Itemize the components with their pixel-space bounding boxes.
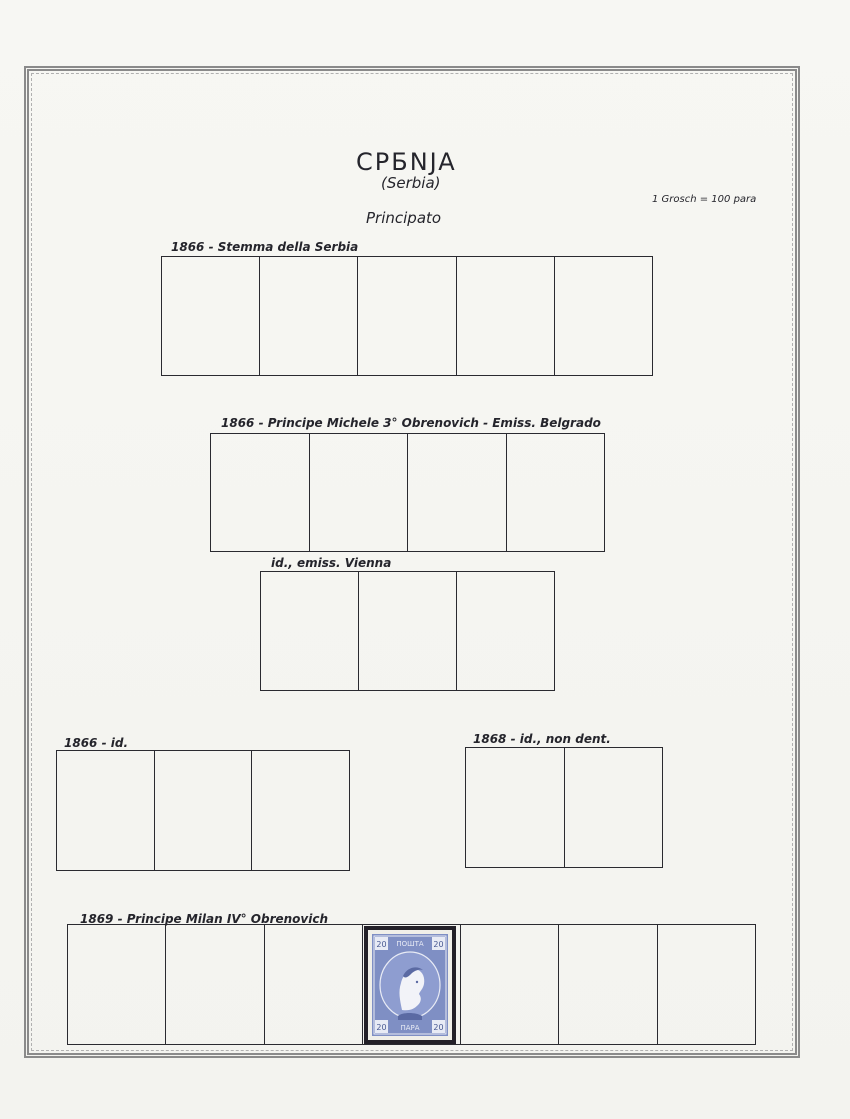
stamp-slot[interactable]	[57, 751, 155, 870]
page-subtitle: (Serbia)	[381, 174, 441, 192]
stamp-row	[260, 571, 555, 691]
stamp-perforation	[368, 930, 452, 1040]
stamp-slot[interactable]	[555, 257, 652, 375]
row-caption: id., emiss. Vienna	[271, 556, 392, 570]
row-caption: 1869 - Principe Milan IV° Obrenovich	[80, 912, 329, 926]
stamp-top-text: ПОШТА	[396, 940, 424, 948]
stamp-row	[56, 750, 350, 871]
stamp-slot[interactable]	[466, 748, 565, 867]
currency-note: 1 Grosch = 100 para	[652, 194, 757, 205]
row-caption: 1866 - Principe Michele 3° Obrenovich - Emiss. Belgrado	[221, 416, 601, 430]
stamp-value-bl: 20	[376, 1023, 387, 1032]
stamp-slot[interactable]	[559, 925, 657, 1044]
stamp-slot[interactable]	[211, 434, 310, 551]
stamp-row	[210, 433, 605, 552]
stamp-row	[67, 924, 756, 1045]
stamp-slot[interactable]	[363, 925, 461, 1044]
stamp-slot[interactable]	[252, 751, 349, 870]
stamp-slot[interactable]	[358, 257, 456, 375]
stamp-design	[372, 934, 448, 1036]
stamp-slot[interactable]	[408, 434, 507, 551]
stamp-slot[interactable]	[166, 925, 264, 1044]
stamp-slot[interactable]	[507, 434, 605, 551]
stamp-slot[interactable]	[265, 925, 363, 1044]
row-caption: 1866 - id.	[64, 736, 128, 750]
stamp-slot[interactable]	[261, 572, 359, 690]
row-caption: 1868 - id., non dent.	[473, 732, 611, 746]
stamp-bottom-text: ПАРА	[400, 1024, 420, 1032]
stamp-slot[interactable]	[457, 572, 554, 690]
postage-stamp[interactable]	[364, 926, 456, 1044]
page-title: CPБNJA	[356, 148, 457, 176]
stamp-row	[465, 747, 663, 868]
stamp-row	[161, 256, 653, 376]
stamp-value-tl: 20	[376, 940, 387, 949]
stamp-value-br: 20	[433, 1023, 444, 1032]
stamp-slot[interactable]	[310, 434, 409, 551]
stamp-slot[interactable]	[359, 572, 457, 690]
stamp-value-tr: 20	[433, 940, 444, 949]
stamp-slot[interactable]	[565, 748, 663, 867]
stamp-slot[interactable]	[457, 257, 555, 375]
prince-portrait-icon	[372, 934, 448, 1036]
stamp-slot[interactable]	[658, 925, 755, 1044]
stamp-slot[interactable]	[68, 925, 166, 1044]
stamp-slot[interactable]	[155, 751, 253, 870]
stamp-slot[interactable]	[162, 257, 260, 375]
stamp-slot[interactable]	[461, 925, 559, 1044]
row-caption: 1866 - Stemma della Serbia	[171, 240, 359, 254]
section-title: Principato	[366, 209, 442, 227]
stamp-slot[interactable]	[260, 257, 358, 375]
